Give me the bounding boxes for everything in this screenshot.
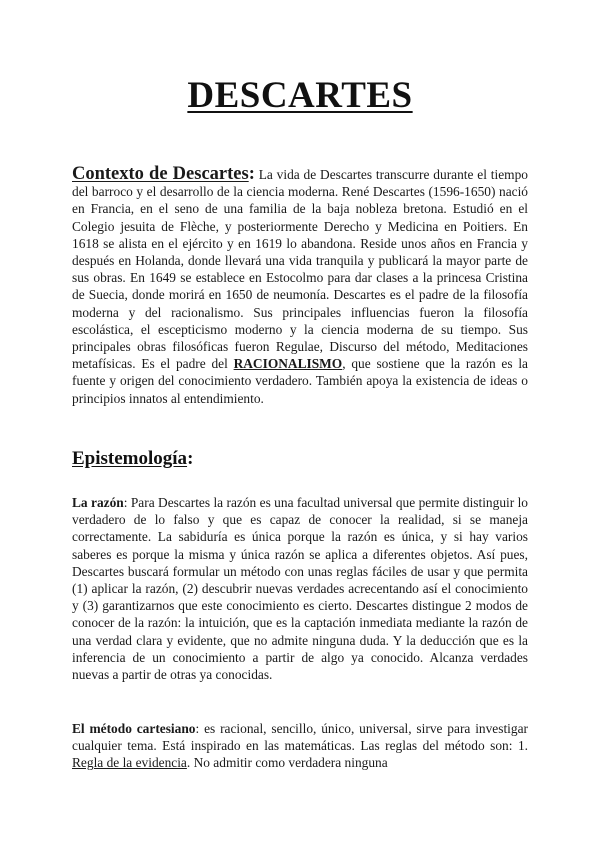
- evidence-rule-link: Regla de la evidencia: [72, 755, 187, 771]
- epistemology-heading-colon: :: [187, 448, 194, 469]
- method-label: El método cartesiano: [72, 721, 196, 736]
- epistemology-heading: [72, 448, 193, 470]
- method-text-before: : es racional, sencillo, único, universal, sirve para investigar cualquier tema. Está inspirado en las matemáticas. Las reglas del método son: 1.: [72, 721, 529, 754]
- method-paragraph: [72, 720, 528, 772]
- rationalism-highlight: RACIONALISMO: [233, 356, 343, 372]
- method-text-after: . No admitir como verdadera ninguna: [186, 755, 388, 771]
- context-text-before: La vida de Descartes transcurre durante el tiempo del barroco y el desarrollo de la ciencia moderna. René Descartes (1596-1650) nació en Francia, en el seno de una familia de la baja nobleza bretona. Estudió en el Colegio jesuita de Flèche, y posteriormente Derecho y Medicina en Poitiers. En 1618 se alista en el ejército y en 1619 lo abandona. Reside unos años en Francia y después en Holanda, donde llevará una vida tranquila y publicará la mayor parte de sus obras. En 1649 se establece en Estocolmo para dar clases a la princesa Cristina de Suecia, donde morirá en 1650 de neumonía. Descartes es el padre de la filosofía moderna y del racionalismo. Sus principales influencias fueron la filosofía escolástica, el escepticismo moderno y la ciencia moderna de su tiempo. Sus principales obras filosóficas fueron Regulae, Discurso del método, Meditaciones metafísicas. Es el padre del: [72, 167, 528, 372]
- reason-paragraph: [72, 494, 528, 683]
- reason-label: La razón: [72, 495, 124, 510]
- context-paragraph: [72, 166, 528, 407]
- document-title: DESCARTES: [187, 75, 413, 116]
- reason-text: : Para Descartes la razón es una facultad universal que permite distinguir lo verdadero de lo falso y que es capaz de conocer la realidad, si se maneja correctamente. La sabiduría es única porque la razón es única, y si hay varios saberes es porque la misma y única razón se aplica a diferentes objetos. Así pues, Descartes buscará formular un método con unas reglas fáciles de usar y que permita (1) aplicar la razón, (2) descubrir nuevas verdades acrecentando así el conocimiento y (3) garantizarnos que este conocimiento es cierto. Descartes distingue 2 modos de conocer de la razón: la intuición, que es la captación inmediata mediante la razón de una verdad clara y evidente, que no admite ninguna duda. Y la deducción que es la inferencia de un conocimiento a partir de algo ya conocido. Alcanza verdades nuevas a partir de otras ya conocidas.: [72, 495, 529, 683]
- context-text-after: , que sostiene que la razón es la fuente y origen del conocimiento verdadero. También apoya la existencia de ideas o principios innatos al entendimiento.: [72, 356, 528, 406]
- context-heading: Contexto de Descartes: [72, 164, 249, 184]
- epistemology-heading-text: Epistemología: [72, 448, 188, 469]
- context-heading-colon: :: [248, 164, 255, 184]
